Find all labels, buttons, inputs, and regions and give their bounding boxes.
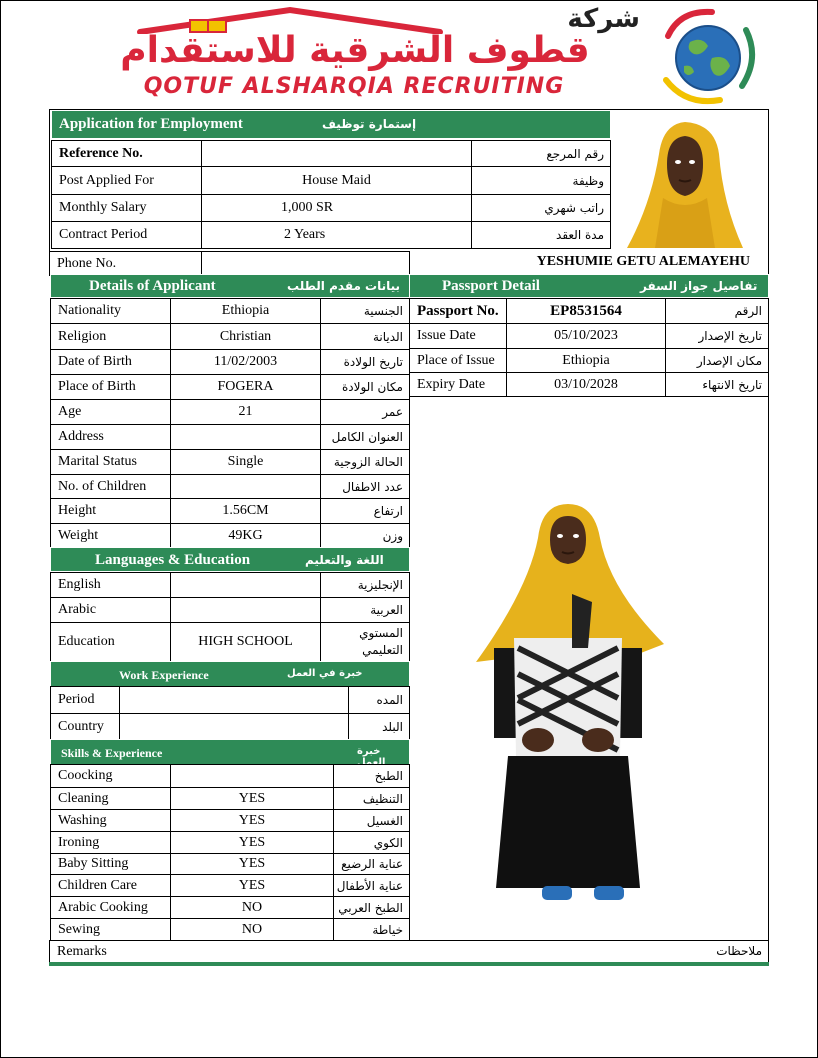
details-row-label: Date of Birth — [50, 349, 171, 375]
details-row-label: Nationality — [50, 298, 171, 324]
post-applied-value: House Maid — [201, 166, 472, 195]
skill-row-label-ar: الطبخ العربي — [333, 896, 410, 919]
passport-title-en: Passport Detail — [442, 278, 540, 294]
period-label: Period — [50, 686, 120, 714]
skill-row-label: Children Care — [50, 874, 171, 897]
details-row-label-ar: تاريخ الولادة — [320, 349, 410, 375]
skill-row-label-ar: الطبخ — [333, 764, 410, 788]
skills-title-bar — [50, 739, 410, 768]
monthly-salary-label: Monthly Salary — [51, 194, 202, 222]
arabic-value — [170, 597, 321, 623]
issue-date-value: 05/10/2023 — [506, 323, 666, 349]
skill-row-label-ar: الغسيل — [333, 809, 410, 832]
expiry-date-label-ar: تاريخ الانتهاء — [665, 372, 769, 397]
issue-date-label: Issue Date — [409, 323, 507, 349]
monthly-salary-value: 1,000 SR — [201, 194, 412, 222]
skill-row-label-ar: التنظيف — [333, 787, 410, 810]
country-label: Country — [50, 713, 120, 740]
details-row-label: Religion — [50, 323, 171, 350]
details-row-label: Place of Birth — [50, 374, 171, 400]
education-value: HIGH SCHOOL — [170, 622, 321, 662]
english-value — [170, 572, 321, 598]
skill-row-value: YES — [170, 874, 334, 897]
passport-title-ar: تفاصيل جواز السفر — [640, 279, 758, 293]
details-row-label-ar: الديانة — [320, 323, 410, 350]
phone-no-value — [201, 251, 410, 276]
details-row-value: Ethiopia — [170, 298, 321, 324]
languages-title-en: Languages & Education — [95, 552, 251, 568]
details-row-label-ar: الحالة الزوجية — [320, 449, 410, 475]
remarks-row — [49, 940, 769, 963]
post-applied-label-ar: وظيفة — [471, 166, 611, 195]
post-applied-label: Post Applied For — [51, 166, 202, 195]
details-row-value: Christian — [170, 323, 321, 350]
details-row-label-ar: وزن — [320, 523, 410, 548]
skill-row-label-ar: خياطة — [333, 918, 410, 941]
passport-no-label-ar: الرقم — [665, 298, 769, 324]
contract-period-label-ar: مدة العقد — [471, 221, 611, 249]
details-row-value — [170, 474, 321, 499]
skill-row-label: Sewing — [50, 918, 171, 941]
details-row-label-ar: العنوان الكامل — [320, 424, 410, 450]
skill-row-value: YES — [170, 787, 334, 810]
applicant-full-name: YESHUMIE GETU ALEMAYEHU — [536, 254, 750, 269]
work-title-ar: خبرة في العمل — [287, 668, 363, 679]
details-row-value: Single — [170, 449, 321, 475]
details-row-label: No. of Children — [50, 474, 171, 499]
details-row-value: FOGERA — [170, 374, 321, 400]
skill-row-value — [170, 764, 334, 788]
details-title-bar — [50, 274, 410, 298]
expiry-date-label: Expiry Date — [409, 372, 507, 397]
skill-row-value: YES — [170, 853, 334, 875]
remarks-label: Remarks — [57, 944, 107, 959]
english-label-ar: الإنجليزية — [320, 572, 410, 598]
reference-no-value — [201, 140, 472, 167]
skill-row-label-ar: الكوي — [333, 831, 410, 854]
country-value — [119, 713, 349, 740]
reference-no-label: Reference No. — [51, 140, 202, 167]
place-of-issue-label-ar: مكان الإصدار — [665, 348, 769, 373]
languages-title-bar — [50, 547, 410, 572]
place-of-issue-value: Ethiopia — [506, 348, 666, 373]
skill-row-value: NO — [170, 896, 334, 919]
country-label-ar: البلد — [348, 713, 410, 740]
remarks-underline — [49, 962, 769, 966]
monthly-salary-label-ar: راتب شهري — [471, 194, 611, 222]
skill-row-label: Washing — [50, 809, 171, 832]
arabic-label: Arabic — [50, 597, 171, 623]
application-title-bar — [51, 110, 611, 139]
details-title-ar: بيانات مقدم الطلب — [287, 279, 401, 293]
expiry-date-value: 03/10/2028 — [506, 372, 666, 397]
skill-row-value: YES — [170, 809, 334, 832]
details-row-value: 49KG — [170, 523, 321, 548]
languages-title-ar: اللغة والتعليم — [305, 553, 384, 567]
details-row-label-ar: ارتفاع — [320, 498, 410, 524]
company-name-en: QOTUF ALSHARQIA RECRUITING — [143, 74, 565, 99]
details-row-value — [170, 424, 321, 450]
skill-row-label: Arabic Cooking — [50, 896, 171, 919]
passport-no-label: Passport No. — [409, 298, 507, 324]
work-title-en: Work Experience — [119, 668, 209, 682]
skill-row-value: NO — [170, 918, 334, 941]
education-label: Education — [50, 622, 171, 662]
details-row-label-ar: عمر — [320, 399, 410, 425]
english-label: English — [50, 572, 171, 598]
company-word-ar: شركة — [567, 4, 640, 34]
details-row-value: 1.56CM — [170, 498, 321, 524]
details-row-label: Weight — [50, 523, 171, 548]
arabic-label-ar: العربية — [320, 597, 410, 623]
details-row-label-ar: مكان الولادة — [320, 374, 410, 400]
contract-period-value: 2 Years — [201, 221, 472, 249]
globe-logo-icon — [650, 6, 762, 106]
remarks-label-ar: ملاحظات — [716, 944, 762, 958]
skill-row-label: Coocking — [50, 764, 171, 788]
applicant-full-body-photo — [468, 498, 668, 910]
skill-row-label-ar: عناية الرضيع — [333, 853, 410, 875]
education-label-ar: المستوي التعليمي — [320, 622, 410, 662]
period-label-ar: المده — [348, 686, 410, 714]
passport-no-value: EP8531564 — [506, 298, 666, 324]
skills-title-en: Skills & Experience — [61, 746, 163, 760]
skill-row-value: YES — [170, 831, 334, 854]
monthly-salary-spacer — [411, 194, 472, 222]
skill-row-label: Cleaning — [50, 787, 171, 810]
work-title-bar — [50, 661, 410, 687]
details-row-label-ar: عدد الاطفال — [320, 474, 410, 499]
place-of-issue-label: Place of Issue — [409, 348, 507, 373]
details-row-value: 21 — [170, 399, 321, 425]
skills-title-ar: خبرة العمل — [357, 746, 386, 768]
company-name-ar: قطوف الشرقية للاستقدام — [120, 30, 590, 71]
application-title-ar: إستمارة توظيف — [322, 117, 417, 131]
passport-title-bar — [409, 274, 769, 298]
details-row-label: Height — [50, 498, 171, 524]
phone-no-label: Phone No. — [49, 251, 202, 276]
company-header — [50, 4, 768, 106]
period-value — [119, 686, 349, 714]
details-row-label: Age — [50, 399, 171, 425]
details-title-en: Details of Applicant — [89, 278, 216, 294]
details-row-label: Address — [50, 424, 171, 450]
reference-no-label-ar: رقم المرجع — [471, 140, 611, 167]
skill-row-label-ar: عناية الأطفال — [333, 874, 410, 897]
skill-row-label: Baby Sitting — [50, 853, 171, 875]
contract-period-label: Contract Period — [51, 221, 202, 249]
details-row-value: 11/02/2003 — [170, 349, 321, 375]
skill-row-label: Ironing — [50, 831, 171, 854]
applicant-portrait-photo — [615, 112, 765, 250]
application-title-en: Application for Employment — [59, 116, 243, 132]
issue-date-label-ar: تاريخ الإصدار — [665, 323, 769, 349]
details-row-label: Marital Status — [50, 449, 171, 475]
details-row-label-ar: الجنسية — [320, 298, 410, 324]
